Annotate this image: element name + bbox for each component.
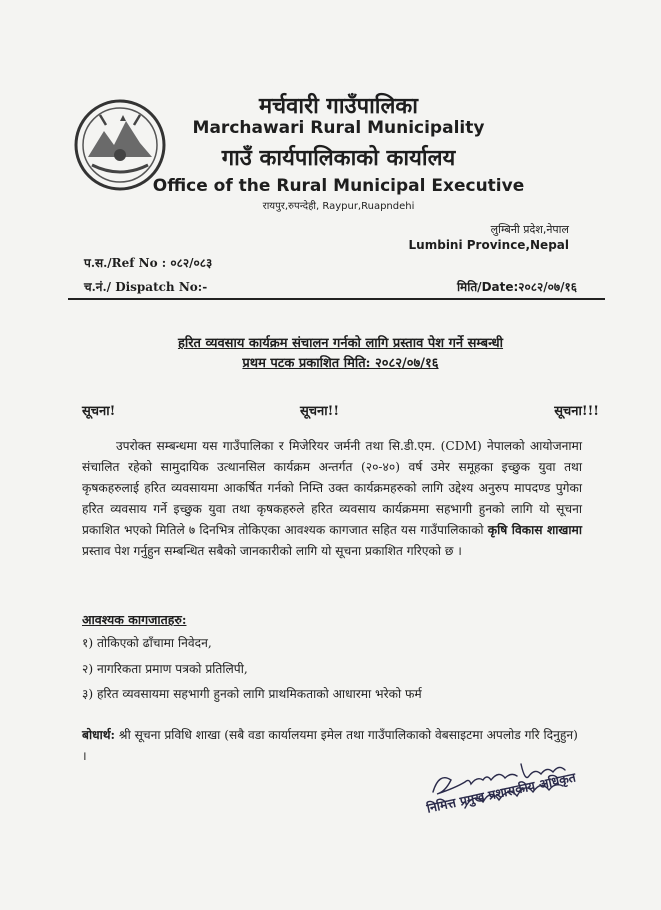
signatory-title: निमित्त प्रमुख प्रशासकीय अधिकृत <box>425 769 577 816</box>
notice-label-2: सूचना!! <box>300 404 340 419</box>
notice-label-1: सूचना! <box>82 404 116 419</box>
office-address: रायपुर,रुपन्देही, Raypur,Ruapndehi <box>262 201 415 212</box>
header-divider <box>68 298 605 300</box>
dispatch-number: च.नं./ Dispatch No:- <box>84 280 208 294</box>
required-documents-heading: आवश्यक कागजातहरु: <box>82 612 187 627</box>
subject-line-2: प्रथम पटक प्रकाशित मिति: २०८२/०७/१६ <box>242 356 439 371</box>
province-np: लुम्बिनी प्रदेश,नेपाल <box>490 223 569 236</box>
municipality-name-en: Marchawari Rural Municipality <box>192 118 485 138</box>
body-text-end: प्रस्ताव पेश गर्नुहुन सम्बन्धित सबैको जानकारीको लागि यो सूचना प्रकाशित गरिएको छ । <box>82 544 462 558</box>
reference-number: प.स./Ref No : ०८२/०८३ <box>84 256 213 270</box>
office-name-np: गाउँ कार्यपालिकाको कार्यालय <box>221 146 456 171</box>
body-text-start: उपरोक्त सम्बन्धमा यस गाउँपालिका र मिजेरियर जर्मनी तथा सि.डी.एम. (CDM) नेपालको आयोजनामा संचालित रहेको सामुदायिक उत्थानसिल कार्यक्रम अन्तर्गत (२०-४०) वर्ष उमेर समूहका इच्छुक युवा तथा कृषकहरुलाई हरित व्यवसायमा आकर्षित गर्नको निम्ति उक्त कार्यक्रमहरुको लागि उद्देश्य अनुरुप मापदण्ड पुगेका हरित व्यवसाय गर्ने इच्छुक युवा तथा कृषकहरुले हरित व्यवसाय कार्यक्रममा सहभागी हुनको लागि यो सूचना प्रकाशित भएको मितिले ७ दिनभित्र तोकिएका आवश्यक कागजात सहित यस गाउँपालिकाको <box>82 439 582 537</box>
document-item: २) नागरिकता प्रमाण पत्रको प्रतिलिपी, <box>82 662 248 676</box>
municipality-name-np: मर्चवारी गाउँपालिका <box>259 94 418 119</box>
notice-body <box>82 436 582 562</box>
document-item: १) तोकिएको ढाँचामा निवेदन, <box>82 636 212 650</box>
body-text-bold: कृषि विकास शाखामा <box>487 523 583 537</box>
fyi-label: बोधार्थ: <box>82 728 116 742</box>
office-name-en: Office of the Rural Municipal Executive <box>152 176 525 196</box>
province-en: Lumbini Province,Nepal <box>408 238 569 252</box>
document-item: ३) हरित व्यवसायमा सहभागी हुनको लागि प्राथमिकताको आधारमा भरेको फर्म <box>82 687 422 701</box>
fyi-text: श्री सूचना प्रविधि शाखा (सबै वडा कार्यालयमा इमेल तथा गाउँपालिकाको वेबसाइटमा अपलोड गरि दिनुहुन) । <box>82 728 578 763</box>
subject-line-1: हरित व्यवसाय कार्यक्रम संचालन गर्नको लागि प्रस्ताव पेश गर्ने सम्बन्धी <box>177 336 504 351</box>
letter-date: मिति/Date:२०८२/०७/१६ <box>456 280 577 294</box>
notice-label-3: सूचना!!! <box>554 404 599 419</box>
